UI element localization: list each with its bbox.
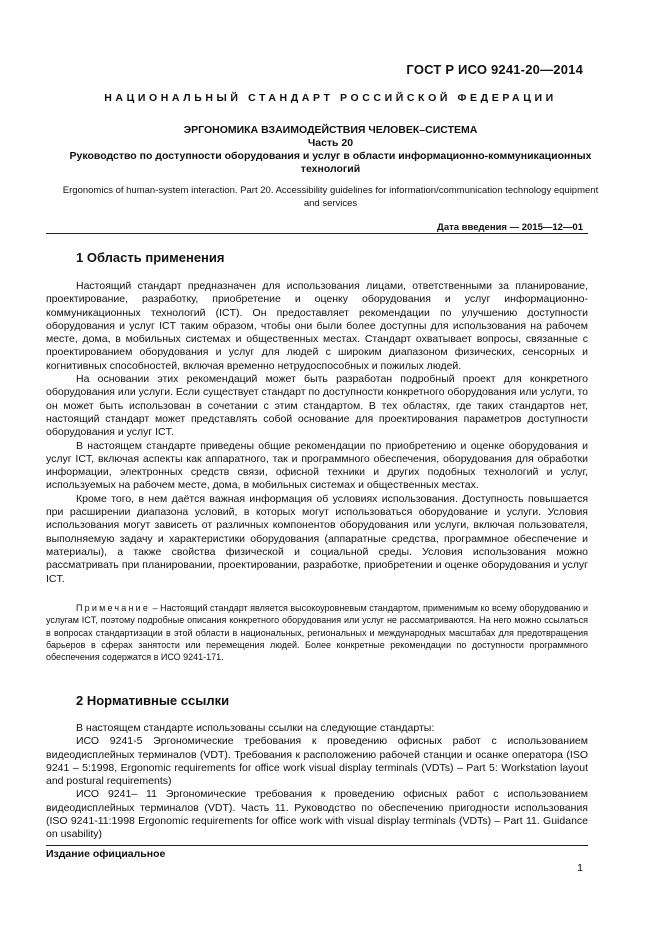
section-2-body <box>46 722 588 842</box>
note-label: Примечание <box>76 603 151 613</box>
effective-date: Дата введения — 2015—12—01 <box>437 222 583 233</box>
footer-divider <box>46 845 588 846</box>
header-divider <box>46 233 588 234</box>
paragraph: Настоящий стандарт предназначен для использования лицами, ответственными за планирование, проектирование, разработку, приобретение и оценку оборудования и услуг информационно-коммуникационных технологий (ICT). Он предоставляет рекомендации по улучшению доступности оборудования и услуг ICT таким образом, чтобы они были более доступны для использования на рабочем месте, дома, в мобильных системах и общественных местах. Стандарт охватывает вопросы, связанные с проектированием оборудования и услуг для людей с широким диапазоном физических, сенсорных и когнитивных способностей, включая временно нетрудоспособных и пожилых людей. <box>46 280 588 372</box>
paragraph: В настоящем стандарте использованы ссылки на следующие стандарты: <box>76 722 435 734</box>
section-1-heading: 1 Область применения <box>76 250 225 265</box>
note-text: – Настоящий стандарт является высокоуровневым стандартом, применимым ко всему оборудованию и услугам ICT, поэтому подробные описания конкретного оборудования или услуг не рассматриваются. На него можно ссылаться в вопросах стандартизации в этой области в национальных, региональных и международных масштабах для предотвращения барьеров в сферах занятости или перемещения людей. Более конкретные рекомендации по доступности программного обеспечения содержатся в ИСО 9241-171. <box>46 603 588 663</box>
paragraph: Кроме того, в нем даётся важная информация об условиях использования. Доступность повышается при расширении диапазона условий, в которых могут использоваться оборудование и услуги. Условия использования могут зависеть от различных компонентов оборудования или услуги, включая пользователя, выполняемую задачу и характеристики оборудования (аппаратные средства, программное обеспечение и материалы), а также свойства физической и социальной среды. Условия использования можно рассматривать при планировании, проектировании, разработке, приобретении и оценке оборудования и услуг ICT. <box>46 492 588 585</box>
reference-item: ИСО 9241– 11 Эргономические требования к проведению офисных работ с использованием видеодисплейных терминалов (VDT). Часть 11. Руководство по обеспечению пригодности использования (ISO 9241-11:1998 Ergonomic requirements for office work with visual display terminals (VDTs) – Part 11. Guidance on usability) <box>46 788 588 841</box>
official-edition-label: Издание официальное <box>46 848 166 860</box>
note-block <box>46 602 588 663</box>
title-subtitle: Руководство по доступности оборудования и услуг в области информационно-коммуникационных технологий <box>69 150 592 175</box>
reference-item: ИСО 9241-5 Эргономические требования к проведению офисных работ с использованием видеодисплейных терминалов (VDT). Требования к расположению рабочей станции и осанке оператора (ISO 9241 – 5:1998, Ergonomic requirements for office work visual display terminals (VDTs) – Part 5: Workstation layout and postural requirements) <box>46 735 588 788</box>
page-number: 1 <box>577 862 583 874</box>
national-standard-title: НАЦИОНАЛЬНЫЙ СТАНДАРТ РОССИЙСКОЙ ФЕДЕРАЦИИ <box>104 92 557 104</box>
section-1-body <box>46 280 588 586</box>
section-2-heading: 2 Нормативные ссылки <box>76 693 230 708</box>
note-paragraph <box>46 602 588 663</box>
title-part: Часть 20 <box>307 137 354 149</box>
title-main: ЭРГОНОМИКА ВЗАИМОДЕЙСТВИЯ ЧЕЛОВЕК–СИСТЕМА <box>183 124 478 136</box>
title-block <box>60 124 601 176</box>
paragraph: На основании этих рекомендаций может быть разработан подробный проект для конкретного оборудования или услуги. Если существует стандарт по доступности конкретного оборудования или услуги, то он может быть использован в сочетании с этим стандартом. В тех областях, где таких стандартов нет, настоящий стандарт может представлять собой основание для проектирования параметров доступности оборудования и услуг ICT. <box>46 373 588 439</box>
paragraph: В настоящем стандарте приведены общие рекомендации по приобретению и оценке оборудования и услуг ICT, включая аспекты как аппаратного, так и программного обеспечения, оборудования для обработки информации, электронных средств связи, офисной техники и других подобных технологий и услуг, используемых на рабочем месте, дома, в мобильных системах и общественных местах. <box>46 439 588 492</box>
title-english: Ergonomics of human-system interaction. Part 20. Accessibility guidelines for information/communication technology equipment and services <box>62 185 599 209</box>
standard-code: ГОСТ Р ИСО 9241-20—2014 <box>406 62 583 77</box>
